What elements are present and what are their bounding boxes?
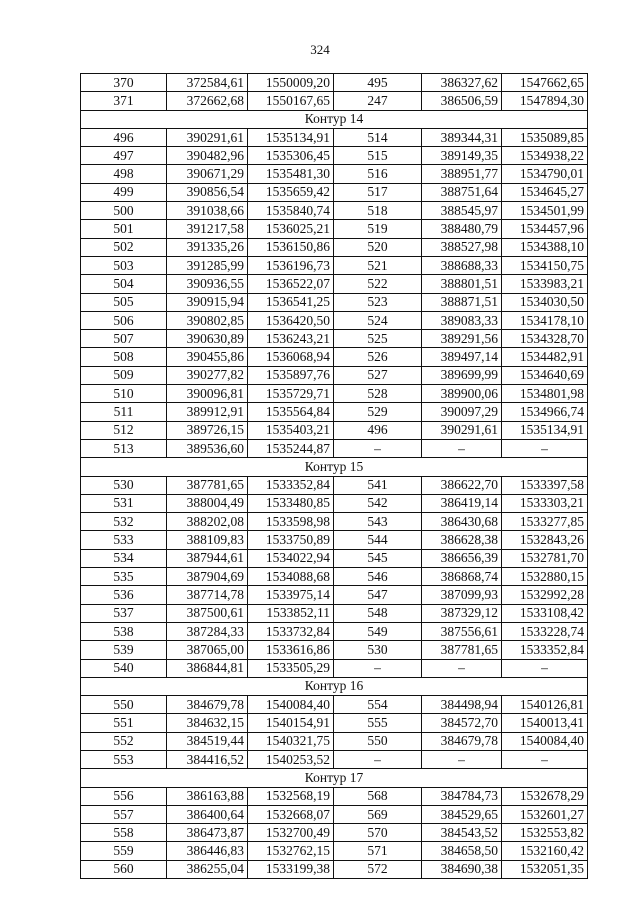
x-coordinate-cell: 388688,33 [422, 256, 502, 274]
table-row [81, 476, 588, 494]
x-coordinate-cell: 386446,83 [167, 842, 248, 860]
x-coordinate-cell: 384519,44 [167, 732, 248, 750]
x-coordinate-cell: 391285,99 [167, 256, 248, 274]
x-coordinate-cell: 386430,68 [422, 513, 502, 531]
x-coordinate-cell: 390096,81 [167, 385, 248, 403]
table-row [81, 750, 588, 768]
y-coordinate-cell: 1533732,84 [248, 622, 334, 640]
point-number-cell: 522 [334, 275, 422, 293]
point-number-cell: 542 [334, 494, 422, 512]
point-number-cell: – [334, 659, 422, 677]
x-coordinate-cell: 390671,29 [167, 165, 248, 183]
y-coordinate-cell: – [502, 659, 588, 677]
point-number-cell: 548 [334, 604, 422, 622]
table-row [81, 403, 588, 421]
y-coordinate-cell: 1536150,86 [248, 238, 334, 256]
x-coordinate-cell: 389536,60 [167, 439, 248, 457]
y-coordinate-cell: 1532568,19 [248, 787, 334, 805]
table-row [81, 732, 588, 750]
x-coordinate-cell: 387099,93 [422, 586, 502, 604]
point-number-cell: 524 [334, 311, 422, 329]
y-coordinate-cell: 1534328,70 [502, 330, 588, 348]
y-coordinate-cell: 1533397,58 [502, 476, 588, 494]
x-coordinate-cell: 387284,33 [167, 622, 248, 640]
x-coordinate-cell: 390915,94 [167, 293, 248, 311]
x-coordinate-cell: 384632,15 [167, 714, 248, 732]
point-number-cell: 528 [334, 385, 422, 403]
y-coordinate-cell: 1540084,40 [248, 696, 334, 714]
y-coordinate-cell: 1534088,68 [248, 568, 334, 586]
x-coordinate-cell: 389344,31 [422, 128, 502, 146]
point-number-cell: 571 [334, 842, 422, 860]
point-number-cell: 503 [81, 256, 167, 274]
x-coordinate-cell: 372662,68 [167, 92, 248, 110]
point-number-cell: 545 [334, 549, 422, 567]
point-number-cell: 535 [81, 568, 167, 586]
x-coordinate-cell: 384679,78 [167, 696, 248, 714]
y-coordinate-cell: 1535134,91 [502, 421, 588, 439]
x-coordinate-cell: 384572,70 [422, 714, 502, 732]
point-number-cell: – [334, 439, 422, 457]
point-number-cell: 531 [81, 494, 167, 512]
x-coordinate-cell: 389699,99 [422, 366, 502, 384]
x-coordinate-cell: 387781,65 [167, 476, 248, 494]
x-coordinate-cell: 386844,81 [167, 659, 248, 677]
section-header-row [81, 110, 588, 128]
y-coordinate-cell: 1532880,15 [502, 568, 588, 586]
point-number-cell: 546 [334, 568, 422, 586]
point-number-cell: 557 [81, 805, 167, 823]
section-title: Контур 16 [81, 677, 588, 695]
y-coordinate-cell: 1535244,87 [248, 439, 334, 457]
y-coordinate-cell: 1534938,22 [502, 147, 588, 165]
table-row [81, 494, 588, 512]
table-row [81, 568, 588, 586]
y-coordinate-cell: 1536243,21 [248, 330, 334, 348]
y-coordinate-cell: 1536522,07 [248, 275, 334, 293]
x-coordinate-cell: 387904,69 [167, 568, 248, 586]
y-coordinate-cell: 1535564,84 [248, 403, 334, 421]
y-coordinate-cell: 1533616,86 [248, 641, 334, 659]
point-number-cell: 554 [334, 696, 422, 714]
y-coordinate-cell: 1534640,69 [502, 366, 588, 384]
x-coordinate-cell: 384658,50 [422, 842, 502, 860]
y-coordinate-cell: 1532051,35 [502, 860, 588, 878]
point-number-cell: 509 [81, 366, 167, 384]
point-number-cell: 526 [334, 348, 422, 366]
point-number-cell: 569 [334, 805, 422, 823]
y-coordinate-cell: 1540321,75 [248, 732, 334, 750]
table-row [81, 128, 588, 146]
point-number-cell: 540 [81, 659, 167, 677]
x-coordinate-cell: 388527,98 [422, 238, 502, 256]
x-coordinate-cell: 391217,58 [167, 220, 248, 238]
y-coordinate-cell: – [502, 750, 588, 768]
point-number-cell: 532 [81, 513, 167, 531]
y-coordinate-cell: 1532678,29 [502, 787, 588, 805]
table-row [81, 330, 588, 348]
x-coordinate-cell: 386868,74 [422, 568, 502, 586]
x-coordinate-cell: 389900,06 [422, 385, 502, 403]
section-header-row [81, 677, 588, 695]
table-row [81, 531, 588, 549]
y-coordinate-cell: 1540253,52 [248, 750, 334, 768]
y-coordinate-cell: 1536420,50 [248, 311, 334, 329]
point-number-cell: 553 [81, 750, 167, 768]
point-number-cell: 527 [334, 366, 422, 384]
x-coordinate-cell: 386419,14 [422, 494, 502, 512]
y-coordinate-cell: 1535897,76 [248, 366, 334, 384]
x-coordinate-cell: 390802,85 [167, 311, 248, 329]
x-coordinate-cell: 387781,65 [422, 641, 502, 659]
y-coordinate-cell: 1533228,74 [502, 622, 588, 640]
point-number-cell: 572 [334, 860, 422, 878]
x-coordinate-cell: – [422, 750, 502, 768]
table-row [81, 366, 588, 384]
point-number-cell: 570 [334, 824, 422, 842]
table-row [81, 202, 588, 220]
x-coordinate-cell: 387714,78 [167, 586, 248, 604]
y-coordinate-cell: 1535659,42 [248, 183, 334, 201]
point-number-cell: 521 [334, 256, 422, 274]
table-row [81, 147, 588, 165]
x-coordinate-cell: 386163,88 [167, 787, 248, 805]
table-row [81, 641, 588, 659]
point-number-cell: 538 [81, 622, 167, 640]
y-coordinate-cell: 1534966,74 [502, 403, 588, 421]
point-number-cell: 370 [81, 74, 167, 92]
x-coordinate-cell: 389291,56 [422, 330, 502, 348]
y-coordinate-cell: 1533505,29 [248, 659, 334, 677]
point-number-cell: 534 [81, 549, 167, 567]
table-row [81, 513, 588, 531]
x-coordinate-cell: 384529,65 [422, 805, 502, 823]
point-number-cell: 498 [81, 165, 167, 183]
point-number-cell: 523 [334, 293, 422, 311]
page-number: 324 [310, 42, 330, 57]
point-number-cell: 506 [81, 311, 167, 329]
x-coordinate-cell: 391335,26 [167, 238, 248, 256]
y-coordinate-cell: 1535729,71 [248, 385, 334, 403]
point-number-cell: 530 [81, 476, 167, 494]
point-number-cell: 520 [334, 238, 422, 256]
x-coordinate-cell: 386400,64 [167, 805, 248, 823]
table-row [81, 805, 588, 823]
point-number-cell: 518 [334, 202, 422, 220]
y-coordinate-cell: 1534150,75 [502, 256, 588, 274]
x-coordinate-cell: 384543,52 [422, 824, 502, 842]
table-row [81, 604, 588, 622]
x-coordinate-cell: 384784,73 [422, 787, 502, 805]
y-coordinate-cell: 1532601,27 [502, 805, 588, 823]
y-coordinate-cell: 1535481,30 [248, 165, 334, 183]
y-coordinate-cell: 1532553,82 [502, 824, 588, 842]
table-row [81, 293, 588, 311]
y-coordinate-cell: 1532160,42 [502, 842, 588, 860]
x-coordinate-cell: 384416,52 [167, 750, 248, 768]
y-coordinate-cell: 1534388,10 [502, 238, 588, 256]
point-number-cell: 529 [334, 403, 422, 421]
y-coordinate-cell: 1533277,85 [502, 513, 588, 531]
x-coordinate-cell: – [422, 659, 502, 677]
x-coordinate-cell: 389149,35 [422, 147, 502, 165]
x-coordinate-cell: 387944,61 [167, 549, 248, 567]
table-row [81, 74, 588, 92]
x-coordinate-cell: 387500,61 [167, 604, 248, 622]
y-coordinate-cell: 1532781,70 [502, 549, 588, 567]
point-number-cell: 533 [81, 531, 167, 549]
table-row [81, 183, 588, 201]
y-coordinate-cell: 1550167,65 [248, 92, 334, 110]
y-coordinate-cell: 1533303,21 [502, 494, 588, 512]
y-coordinate-cell: 1540013,41 [502, 714, 588, 732]
table-row [81, 439, 588, 457]
table-row [81, 860, 588, 878]
point-number-cell: 551 [81, 714, 167, 732]
point-number-cell: 560 [81, 860, 167, 878]
table-row [81, 842, 588, 860]
point-number-cell: 536 [81, 586, 167, 604]
point-number-cell: 552 [81, 732, 167, 750]
x-coordinate-cell: 387329,12 [422, 604, 502, 622]
y-coordinate-cell: 1533975,14 [248, 586, 334, 604]
y-coordinate-cell: 1532762,15 [248, 842, 334, 860]
y-coordinate-cell: 1533352,84 [502, 641, 588, 659]
y-coordinate-cell: 1540126,81 [502, 696, 588, 714]
y-coordinate-cell: 1540154,91 [248, 714, 334, 732]
y-coordinate-cell: 1532843,26 [502, 531, 588, 549]
x-coordinate-cell: 390291,61 [167, 128, 248, 146]
y-coordinate-cell: 1534457,96 [502, 220, 588, 238]
x-coordinate-cell: 384679,78 [422, 732, 502, 750]
point-number-cell: – [334, 750, 422, 768]
point-number-cell: 558 [81, 824, 167, 842]
x-coordinate-cell: 389083,33 [422, 311, 502, 329]
y-coordinate-cell: 1536196,73 [248, 256, 334, 274]
y-coordinate-cell: 1533480,85 [248, 494, 334, 512]
x-coordinate-cell: 389912,91 [167, 403, 248, 421]
section-header-row [81, 458, 588, 476]
x-coordinate-cell: 386327,62 [422, 74, 502, 92]
x-coordinate-cell: – [422, 439, 502, 457]
point-number-cell: 505 [81, 293, 167, 311]
section-title: Контур 17 [81, 769, 588, 787]
point-number-cell: 550 [334, 732, 422, 750]
point-number-cell: 515 [334, 147, 422, 165]
table-row [81, 165, 588, 183]
point-number-cell: 543 [334, 513, 422, 531]
y-coordinate-cell: 1534482,91 [502, 348, 588, 366]
point-number-cell: 544 [334, 531, 422, 549]
y-coordinate-cell: 1540084,40 [502, 732, 588, 750]
point-number-cell: 555 [334, 714, 422, 732]
point-number-cell: 525 [334, 330, 422, 348]
y-coordinate-cell: 1533598,98 [248, 513, 334, 531]
point-number-cell: 511 [81, 403, 167, 421]
table-row [81, 421, 588, 439]
table-row [81, 787, 588, 805]
x-coordinate-cell: 389497,14 [422, 348, 502, 366]
table-row [81, 659, 588, 677]
point-number-cell: 507 [81, 330, 167, 348]
table-row [81, 714, 588, 732]
point-number-cell: 547 [334, 586, 422, 604]
y-coordinate-cell: 1547662,65 [502, 74, 588, 92]
y-coordinate-cell: 1534030,50 [502, 293, 588, 311]
y-coordinate-cell: 1534645,27 [502, 183, 588, 201]
point-number-cell: 510 [81, 385, 167, 403]
table-row [81, 238, 588, 256]
point-number-cell: 508 [81, 348, 167, 366]
point-number-cell: 519 [334, 220, 422, 238]
point-number-cell: 549 [334, 622, 422, 640]
table-row [81, 586, 588, 604]
y-coordinate-cell: 1533750,89 [248, 531, 334, 549]
x-coordinate-cell: 390630,89 [167, 330, 248, 348]
point-number-cell: 568 [334, 787, 422, 805]
x-coordinate-cell: 390936,55 [167, 275, 248, 293]
coordinates-table [80, 73, 588, 879]
table-row [81, 348, 588, 366]
y-coordinate-cell: 1534801,98 [502, 385, 588, 403]
x-coordinate-cell: 388751,64 [422, 183, 502, 201]
point-number-cell: 550 [81, 696, 167, 714]
x-coordinate-cell: 384690,38 [422, 860, 502, 878]
x-coordinate-cell: 391038,66 [167, 202, 248, 220]
point-number-cell: 496 [81, 128, 167, 146]
y-coordinate-cell: 1534022,94 [248, 549, 334, 567]
table-row [81, 622, 588, 640]
y-coordinate-cell: 1536025,21 [248, 220, 334, 238]
y-coordinate-cell: 1533352,84 [248, 476, 334, 494]
x-coordinate-cell: 390097,29 [422, 403, 502, 421]
table-row [81, 824, 588, 842]
x-coordinate-cell: 389726,15 [167, 421, 248, 439]
x-coordinate-cell: 386628,38 [422, 531, 502, 549]
x-coordinate-cell: 386656,39 [422, 549, 502, 567]
point-number-cell: 559 [81, 842, 167, 860]
y-coordinate-cell: 1535306,45 [248, 147, 334, 165]
point-number-cell: 530 [334, 641, 422, 659]
point-number-cell: 517 [334, 183, 422, 201]
table-row [81, 385, 588, 403]
x-coordinate-cell: 388480,79 [422, 220, 502, 238]
x-coordinate-cell: 388109,83 [167, 531, 248, 549]
y-coordinate-cell: 1533852,11 [248, 604, 334, 622]
point-number-cell: 496 [334, 421, 422, 439]
x-coordinate-cell: 386473,87 [167, 824, 248, 842]
y-coordinate-cell: 1532668,07 [248, 805, 334, 823]
x-coordinate-cell: 372584,61 [167, 74, 248, 92]
x-coordinate-cell: 384498,94 [422, 696, 502, 714]
point-number-cell: 247 [334, 92, 422, 110]
y-coordinate-cell: 1532992,28 [502, 586, 588, 604]
point-number-cell: 500 [81, 202, 167, 220]
point-number-cell: 541 [334, 476, 422, 494]
y-coordinate-cell: 1534501,99 [502, 202, 588, 220]
y-coordinate-cell: 1533199,38 [248, 860, 334, 878]
y-coordinate-cell: 1550009,20 [248, 74, 334, 92]
y-coordinate-cell: 1535134,91 [248, 128, 334, 146]
x-coordinate-cell: 390482,96 [167, 147, 248, 165]
x-coordinate-cell: 387065,00 [167, 641, 248, 659]
table-row [81, 696, 588, 714]
point-number-cell: 497 [81, 147, 167, 165]
table-row [81, 256, 588, 274]
x-coordinate-cell: 388871,51 [422, 293, 502, 311]
x-coordinate-cell: 386506,59 [422, 92, 502, 110]
x-coordinate-cell: 388951,77 [422, 165, 502, 183]
x-coordinate-cell: 388801,51 [422, 275, 502, 293]
x-coordinate-cell: 390277,82 [167, 366, 248, 384]
point-number-cell: 514 [334, 128, 422, 146]
x-coordinate-cell: 387556,61 [422, 622, 502, 640]
x-coordinate-cell: 390455,86 [167, 348, 248, 366]
y-coordinate-cell: 1536541,25 [248, 293, 334, 311]
table-row [81, 92, 588, 110]
table-row [81, 220, 588, 238]
y-coordinate-cell: 1535403,21 [248, 421, 334, 439]
y-coordinate-cell: 1535089,85 [502, 128, 588, 146]
x-coordinate-cell: 386622,70 [422, 476, 502, 494]
y-coordinate-cell: 1547894,30 [502, 92, 588, 110]
table-row [81, 311, 588, 329]
point-number-cell: 499 [81, 183, 167, 201]
point-number-cell: 556 [81, 787, 167, 805]
point-number-cell: 504 [81, 275, 167, 293]
point-number-cell: 512 [81, 421, 167, 439]
x-coordinate-cell: 386255,04 [167, 860, 248, 878]
point-number-cell: 513 [81, 439, 167, 457]
x-coordinate-cell: 388202,08 [167, 513, 248, 531]
y-coordinate-cell: 1536068,94 [248, 348, 334, 366]
y-coordinate-cell: 1532700,49 [248, 824, 334, 842]
table-row [81, 549, 588, 567]
section-header-row [81, 769, 588, 787]
x-coordinate-cell: 388545,97 [422, 202, 502, 220]
point-number-cell: 539 [81, 641, 167, 659]
x-coordinate-cell: 388004,49 [167, 494, 248, 512]
table-row [81, 275, 588, 293]
point-number-cell: 502 [81, 238, 167, 256]
y-coordinate-cell: 1533108,42 [502, 604, 588, 622]
y-coordinate-cell: 1534178,10 [502, 311, 588, 329]
x-coordinate-cell: 390856,54 [167, 183, 248, 201]
section-title: Контур 15 [81, 458, 588, 476]
point-number-cell: 371 [81, 92, 167, 110]
y-coordinate-cell: – [502, 439, 588, 457]
y-coordinate-cell: 1533983,21 [502, 275, 588, 293]
point-number-cell: 516 [334, 165, 422, 183]
point-number-cell: 537 [81, 604, 167, 622]
coordinates-table-body [81, 74, 588, 879]
y-coordinate-cell: 1534790,01 [502, 165, 588, 183]
x-coordinate-cell: 390291,61 [422, 421, 502, 439]
point-number-cell: 501 [81, 220, 167, 238]
section-title: Контур 14 [81, 110, 588, 128]
point-number-cell: 495 [334, 74, 422, 92]
y-coordinate-cell: 1535840,74 [248, 202, 334, 220]
